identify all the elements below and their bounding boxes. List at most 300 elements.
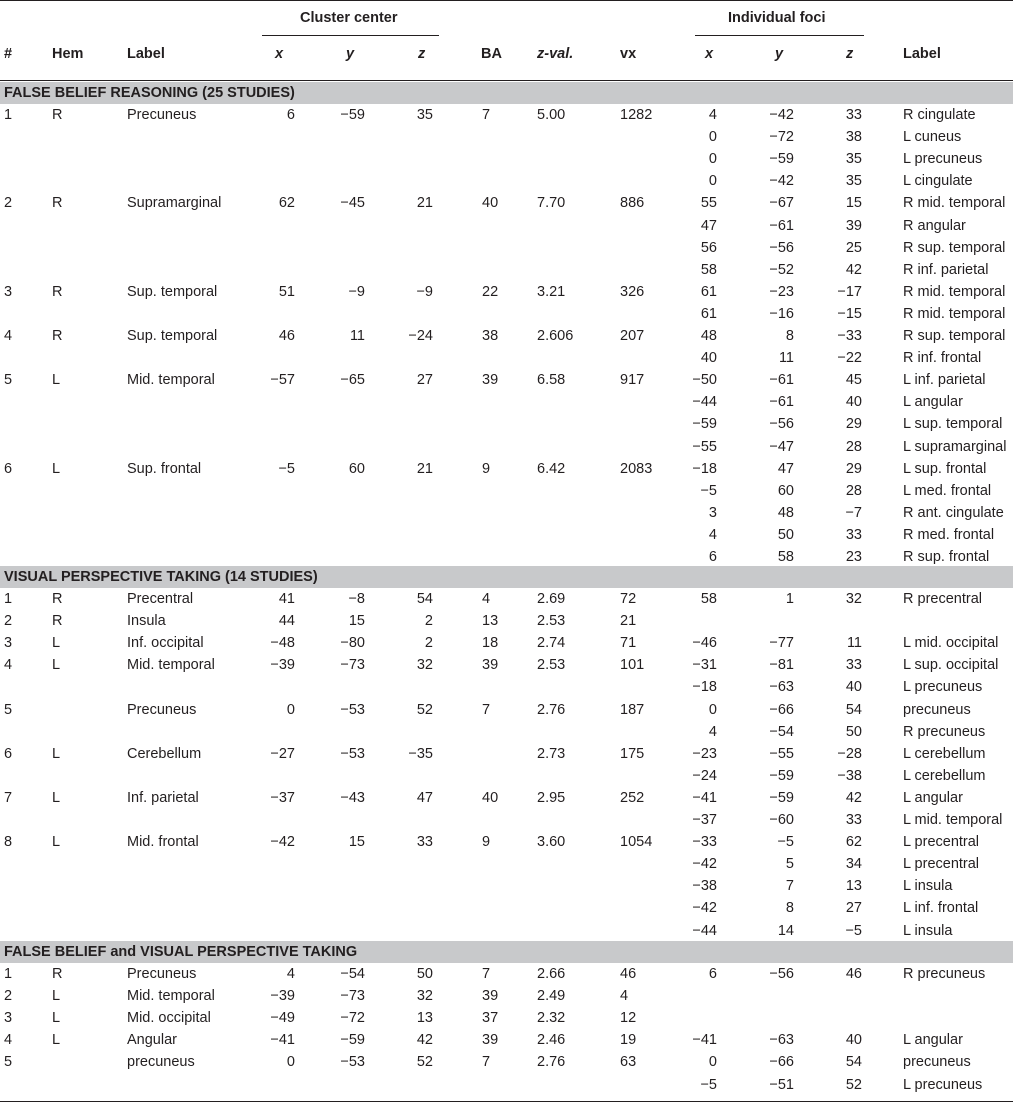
center-z-cell: −9 xyxy=(416,283,433,300)
center-x-cell: −5 xyxy=(278,460,295,477)
center-x-cell: 0 xyxy=(286,701,295,718)
focus-x-cell: 55 xyxy=(700,195,717,212)
brodmann-area-cell: 40 xyxy=(482,195,499,212)
focus-y-cell: −42 xyxy=(769,107,794,123)
cluster-number-cell: 6 xyxy=(4,460,13,477)
focus-x-cell: 3 xyxy=(708,504,717,521)
voxel-count-cell: 2083 xyxy=(620,460,653,477)
table-row xyxy=(0,281,1013,303)
z-value-cell: 2.74 xyxy=(537,635,566,652)
focus-label-cell: R mid. temporal xyxy=(903,305,1006,322)
focus-z-cell: 23 xyxy=(845,549,862,565)
z-value-cell: 2.53 xyxy=(537,657,566,674)
voxel-count-cell: 46 xyxy=(620,966,637,982)
center-z-cell: 33 xyxy=(416,834,433,851)
table-row xyxy=(0,524,1013,546)
table-row xyxy=(0,126,1013,148)
focus-x-cell: −42 xyxy=(692,856,717,873)
center-x-cell: 0 xyxy=(286,1054,295,1071)
cluster-number-cell: 4 xyxy=(4,1032,13,1049)
focus-z-cell: 46 xyxy=(845,966,862,982)
table-row xyxy=(0,192,1013,214)
focus-label-cell: precuneus xyxy=(903,701,971,718)
region-label-cell: Precuneus xyxy=(127,107,197,123)
section-title: FALSE BELIEF REASONING (25 STUDIES) xyxy=(4,85,295,101)
center-y-cell: 60 xyxy=(348,460,365,477)
focus-z-cell: −15 xyxy=(837,305,862,322)
voxel-count-cell: 886 xyxy=(620,195,645,212)
focus-z-cell: 40 xyxy=(845,679,862,696)
focus-y-cell: −42 xyxy=(769,173,794,190)
focus-z-cell: 45 xyxy=(845,372,862,389)
table-row xyxy=(0,325,1013,347)
focus-z-cell: 28 xyxy=(845,438,862,455)
z-value-cell: 2.95 xyxy=(537,789,566,806)
hemisphere-cell: L xyxy=(52,834,61,851)
section-title: VISUAL PERSPECTIVE TAKING (14 STUDIES) xyxy=(4,569,318,585)
voxel-count-cell: 63 xyxy=(620,1054,637,1071)
focus-z-cell: 54 xyxy=(845,701,862,718)
brodmann-area-cell: 7 xyxy=(482,107,491,123)
region-label-cell: Precuneus xyxy=(127,701,197,718)
section-header xyxy=(0,941,1013,963)
focus-x-cell: 0 xyxy=(708,151,717,168)
region-label-cell: Mid. temporal xyxy=(127,988,215,1005)
table-row xyxy=(0,920,1013,942)
focus-label-cell: R ant. cingulate xyxy=(903,504,1004,521)
cluster-center-rule xyxy=(262,35,439,36)
voxel-count-cell: 101 xyxy=(620,657,645,674)
focus-label-cell: L precuneus xyxy=(903,679,983,696)
focus-z-cell: 13 xyxy=(845,878,862,895)
focus-label-cell: L angular xyxy=(903,1032,963,1049)
focus-label-cell: L cerebellum xyxy=(903,745,986,762)
focus-z-cell: 11 xyxy=(846,635,862,652)
brodmann-area-cell: 37 xyxy=(482,1010,499,1027)
center-x-cell: −27 xyxy=(270,745,295,762)
table-row xyxy=(0,985,1013,1007)
voxel-count-cell: 187 xyxy=(620,701,645,718)
region-label-cell: Mid. temporal xyxy=(127,372,215,389)
region-label-cell: Precentral xyxy=(127,591,194,607)
section-title: FALSE BELIEF and VISUAL PERSPECTIVE TAKING xyxy=(4,944,358,960)
col-vx-header: vx xyxy=(620,46,637,62)
z-value-cell: 7.70 xyxy=(537,195,566,212)
focus-y-cell: −61 xyxy=(769,217,794,234)
focus-y-cell: −52 xyxy=(769,261,794,278)
center-y-cell: −73 xyxy=(340,988,365,1005)
focus-y-cell: −56 xyxy=(769,416,794,433)
table-bottom-rule xyxy=(0,1101,1013,1102)
focus-y-cell: −61 xyxy=(769,394,794,411)
voxel-count-cell: 4 xyxy=(620,988,629,1005)
region-label-cell: Mid. occipital xyxy=(127,1010,211,1027)
focus-z-cell: 38 xyxy=(845,129,862,146)
center-x-cell: −42 xyxy=(270,834,295,851)
focus-y-cell: 58 xyxy=(777,549,794,565)
table-row xyxy=(0,436,1013,458)
focus-x-cell: 4 xyxy=(708,526,717,543)
focus-label-cell: L precentral xyxy=(903,834,980,851)
z-value-cell: 3.60 xyxy=(537,834,566,851)
cluster-number-cell: 2 xyxy=(4,613,13,630)
focus-label-cell: R mid. temporal xyxy=(903,283,1006,300)
individual-foci-rule xyxy=(695,35,864,36)
focus-label-cell: L cerebellum xyxy=(903,767,986,784)
center-y-cell: 15 xyxy=(348,613,365,630)
voxel-count-cell: 71 xyxy=(620,635,637,652)
col-zval-header: z-val. xyxy=(537,46,574,62)
center-z-cell: 32 xyxy=(416,988,433,1005)
focus-y-cell: −16 xyxy=(769,305,794,322)
cluster-number-cell: 3 xyxy=(4,283,13,300)
brodmann-area-cell: 39 xyxy=(482,657,499,674)
focus-z-cell: 40 xyxy=(845,394,862,411)
focus-x-cell: −41 xyxy=(692,789,717,806)
brodmann-area-cell: 9 xyxy=(482,834,491,851)
focus-x-cell: −42 xyxy=(692,900,717,917)
table-row xyxy=(0,480,1013,502)
focus-z-cell: −33 xyxy=(837,328,862,344)
focus-y-cell: −77 xyxy=(769,635,794,652)
focus-z-cell: −7 xyxy=(845,504,862,521)
table-row xyxy=(0,502,1013,524)
brodmann-area-cell: 39 xyxy=(482,988,499,1005)
focus-y-cell: 5 xyxy=(785,856,794,873)
voxel-count-cell: 1282 xyxy=(620,107,653,123)
individual-foci-header: Individual foci xyxy=(728,10,826,26)
z-value-cell: 2.49 xyxy=(537,988,566,1005)
brodmann-area-cell: 9 xyxy=(482,460,491,477)
center-y-cell: −45 xyxy=(340,195,365,212)
voxel-count-cell: 917 xyxy=(620,372,645,389)
brodmann-area-cell: 39 xyxy=(482,1032,499,1049)
focus-x-cell: −5 xyxy=(700,482,717,499)
focus-z-cell: −17 xyxy=(837,283,862,300)
z-value-cell: 2.46 xyxy=(537,1032,566,1049)
center-x-cell: −49 xyxy=(270,1010,295,1027)
col-ba-header: BA xyxy=(481,46,502,62)
center-x-cell: 4 xyxy=(286,966,295,982)
col-label-header: Label xyxy=(127,46,165,62)
voxel-count-cell: 326 xyxy=(620,283,645,300)
focus-label-cell: L angular xyxy=(903,394,963,411)
focus-z-cell: 29 xyxy=(845,416,862,433)
brodmann-area-cell: 7 xyxy=(482,701,491,718)
focus-label-cell: R mid. temporal xyxy=(903,195,1006,212)
region-label-cell: Cerebellum xyxy=(127,745,202,762)
region-label-cell: Sup. temporal xyxy=(127,283,218,300)
hemisphere-cell: L xyxy=(52,635,61,652)
focus-label-cell: L mid. temporal xyxy=(903,812,1003,828)
focus-z-cell: 33 xyxy=(845,657,862,674)
focus-label-cell: R precuneus xyxy=(903,723,986,740)
focus-label-cell: L insula xyxy=(903,922,953,939)
focus-y-cell: −59 xyxy=(769,789,794,806)
focus-label-cell: R inf. frontal xyxy=(903,350,982,367)
table-row xyxy=(0,588,1013,610)
col-y-header: y xyxy=(346,46,355,62)
center-y-cell: −53 xyxy=(340,701,365,718)
focus-z-cell: 33 xyxy=(845,812,862,828)
z-value-cell: 2.73 xyxy=(537,745,566,762)
table-row xyxy=(0,369,1013,391)
region-label-cell: Inf. occipital xyxy=(127,635,204,652)
focus-label-cell: L cingulate xyxy=(903,173,973,190)
focus-y-cell: 8 xyxy=(785,900,794,917)
focus-y-cell: 1 xyxy=(785,591,794,607)
table-row xyxy=(0,787,1013,809)
focus-x-cell: 56 xyxy=(700,239,717,256)
brodmann-area-cell: 13 xyxy=(482,613,499,630)
section-header xyxy=(0,566,1013,588)
focus-y-cell: −55 xyxy=(769,745,794,762)
focus-label-cell: R med. frontal xyxy=(903,526,995,543)
center-x-cell: 44 xyxy=(278,613,295,630)
focus-x-cell: 0 xyxy=(708,173,717,190)
z-value-cell: 2.53 xyxy=(537,613,566,630)
table-row xyxy=(0,546,1013,568)
focus-label-cell: L supramarginal xyxy=(903,438,1007,455)
brodmann-area-cell: 22 xyxy=(482,283,499,300)
focus-y-cell: −61 xyxy=(769,372,794,389)
center-x-cell: −41 xyxy=(270,1032,295,1049)
brodmann-area-cell: 18 xyxy=(482,635,499,652)
table-row xyxy=(0,875,1013,897)
z-value-cell: 3.21 xyxy=(537,283,566,300)
hemisphere-cell: L xyxy=(52,1010,61,1027)
focus-x-cell: −46 xyxy=(692,635,717,652)
focus-x-cell: −37 xyxy=(692,812,717,828)
focus-x-cell: 0 xyxy=(708,129,717,146)
cluster-number-cell: 5 xyxy=(4,1054,13,1071)
z-value-cell: 2.66 xyxy=(537,966,566,982)
focus-label-cell: R inf. parietal xyxy=(903,261,989,278)
focus-z-cell: −38 xyxy=(837,767,862,784)
center-y-cell: −9 xyxy=(348,283,365,300)
region-label-cell: Sup. frontal xyxy=(127,460,202,477)
center-z-cell: 21 xyxy=(416,460,433,477)
cluster-number-cell: 3 xyxy=(4,1010,13,1027)
focus-y-cell: 8 xyxy=(785,328,794,344)
region-label-cell: Sup. temporal xyxy=(127,328,218,344)
focus-x-cell: −59 xyxy=(692,416,717,433)
center-x-cell: 51 xyxy=(278,283,295,300)
focus-label-cell: R precentral xyxy=(903,591,982,607)
z-value-cell: 2.606 xyxy=(537,328,574,344)
center-x-cell: 62 xyxy=(278,195,295,212)
focus-y-cell: −23 xyxy=(769,283,794,300)
z-value-cell: 2.76 xyxy=(537,1054,566,1071)
focus-y-cell: 11 xyxy=(778,350,794,367)
col-foci-z-header: z xyxy=(846,46,854,62)
center-y-cell: −65 xyxy=(340,372,365,389)
table-row xyxy=(0,170,1013,192)
focus-z-cell: 50 xyxy=(845,723,862,740)
table-row xyxy=(0,963,1013,985)
brodmann-area-cell: 39 xyxy=(482,372,499,389)
focus-z-cell: 29 xyxy=(845,460,862,477)
center-z-cell: −35 xyxy=(408,745,433,762)
table-row xyxy=(0,104,1013,126)
cluster-number-cell: 1 xyxy=(4,107,13,123)
hemisphere-cell: R xyxy=(52,195,63,212)
focus-z-cell: 52 xyxy=(845,1076,862,1093)
table-row xyxy=(0,765,1013,787)
focus-label-cell: L med. frontal xyxy=(903,482,992,499)
focus-x-cell: 4 xyxy=(708,107,717,123)
center-z-cell: 54 xyxy=(416,591,433,607)
focus-z-cell: 42 xyxy=(845,789,862,806)
center-z-cell: 2 xyxy=(424,613,433,630)
focus-label-cell: L precentral xyxy=(903,856,980,873)
region-label-cell: Angular xyxy=(127,1032,177,1049)
focus-z-cell: −28 xyxy=(837,745,862,762)
table-row xyxy=(0,391,1013,413)
table-row xyxy=(0,831,1013,853)
hemisphere-cell: L xyxy=(52,745,61,762)
brodmann-area-cell: 7 xyxy=(482,966,491,982)
center-y-cell: −54 xyxy=(340,966,365,982)
z-value-cell: 2.76 xyxy=(537,701,566,718)
focus-x-cell: −44 xyxy=(692,922,717,939)
focus-x-cell: 61 xyxy=(700,305,717,322)
focus-label-cell: L sup. occipital xyxy=(903,657,999,674)
focus-x-cell: −33 xyxy=(692,834,717,851)
cluster-number-cell: 5 xyxy=(4,701,13,718)
table-row xyxy=(0,1029,1013,1051)
focus-z-cell: 39 xyxy=(845,217,862,234)
focus-x-cell: 6 xyxy=(708,966,717,982)
z-value-cell: 2.32 xyxy=(537,1010,566,1027)
focus-label-cell: L inf. parietal xyxy=(903,372,986,389)
table-row xyxy=(0,632,1013,654)
focus-y-cell: −60 xyxy=(769,812,794,828)
hemisphere-cell: R xyxy=(52,613,63,630)
center-z-cell: 21 xyxy=(416,195,433,212)
cluster-number-cell: 7 xyxy=(4,789,13,806)
region-label-cell: Supramarginal xyxy=(127,195,222,212)
focus-label-cell: L sup. temporal xyxy=(903,416,1003,433)
z-value-cell: 6.58 xyxy=(537,372,566,389)
center-y-cell: −80 xyxy=(340,635,365,652)
table-row xyxy=(0,1007,1013,1029)
center-x-cell: −48 xyxy=(270,635,295,652)
center-x-cell: 6 xyxy=(286,107,295,123)
focus-y-cell: 7 xyxy=(785,878,794,895)
z-value-cell: 6.42 xyxy=(537,460,566,477)
col-foci-y-header: y xyxy=(775,46,784,62)
focus-label-cell: R sup. temporal xyxy=(903,239,1006,256)
region-label-cell: Mid. temporal xyxy=(127,657,215,674)
hemisphere-cell: L xyxy=(52,789,61,806)
focus-y-cell: −81 xyxy=(769,657,794,674)
focus-label-cell: L mid. occipital xyxy=(903,635,999,652)
region-label-cell: Insula xyxy=(127,613,166,630)
focus-x-cell: −24 xyxy=(692,767,717,784)
header-bottom-rule xyxy=(0,80,1013,81)
focus-y-cell: −47 xyxy=(769,438,794,455)
center-x-cell: 41 xyxy=(278,591,295,607)
focus-y-cell: −56 xyxy=(769,966,794,982)
table-row xyxy=(0,676,1013,698)
table-row xyxy=(0,458,1013,480)
cluster-number-cell: 5 xyxy=(4,372,13,389)
hemisphere-cell: R xyxy=(52,328,63,344)
cluster-number-cell: 4 xyxy=(4,328,13,344)
col-num-header: # xyxy=(4,46,13,62)
table-row xyxy=(0,654,1013,676)
center-y-cell: −8 xyxy=(348,591,365,607)
center-z-cell: 50 xyxy=(416,966,433,982)
center-y-cell: 15 xyxy=(348,834,365,851)
focus-label-cell: L insula xyxy=(903,878,953,895)
table-row xyxy=(0,413,1013,435)
focus-x-cell: −50 xyxy=(692,372,717,389)
voxel-count-cell: 252 xyxy=(620,789,645,806)
table-row xyxy=(0,148,1013,170)
focus-z-cell: 54 xyxy=(845,1054,862,1071)
focus-y-cell: −66 xyxy=(769,701,794,718)
focus-z-cell: −22 xyxy=(837,350,862,367)
cluster-number-cell: 1 xyxy=(4,591,13,607)
focus-y-cell: −51 xyxy=(769,1076,794,1093)
center-x-cell: 46 xyxy=(278,328,295,344)
table-row xyxy=(0,809,1013,831)
focus-label-cell: R angular xyxy=(903,217,966,234)
col-hem-header: Hem xyxy=(52,46,84,62)
focus-x-cell: 58 xyxy=(700,261,717,278)
center-y-cell: −53 xyxy=(340,745,365,762)
center-y-cell: −72 xyxy=(340,1010,365,1027)
focus-label-cell: L angular xyxy=(903,789,963,806)
focus-z-cell: −5 xyxy=(845,922,862,939)
cluster-number-cell: 3 xyxy=(4,635,13,652)
focus-y-cell: 60 xyxy=(777,482,794,499)
center-z-cell: 42 xyxy=(416,1032,433,1049)
table-row xyxy=(0,259,1013,281)
focus-x-cell: −41 xyxy=(692,1032,717,1049)
hemisphere-cell: R xyxy=(52,283,63,300)
focus-x-cell: −18 xyxy=(692,679,717,696)
focus-x-cell: −5 xyxy=(700,1076,717,1093)
brodmann-area-cell: 4 xyxy=(482,591,491,607)
hemisphere-cell: L xyxy=(52,657,61,674)
focus-y-cell: −54 xyxy=(769,723,794,740)
focus-x-cell: −38 xyxy=(692,878,717,895)
focus-label-cell: L precuneus xyxy=(903,1076,983,1093)
table-row xyxy=(0,1074,1013,1096)
focus-x-cell: −55 xyxy=(692,438,717,455)
z-value-cell: 5.00 xyxy=(537,107,566,123)
table-row xyxy=(0,215,1013,237)
focus-y-cell: −72 xyxy=(769,129,794,146)
table-row xyxy=(0,237,1013,259)
focus-y-cell: −63 xyxy=(769,1032,794,1049)
center-y-cell: −73 xyxy=(340,657,365,674)
focus-y-cell: 48 xyxy=(777,504,794,521)
cluster-number-cell: 2 xyxy=(4,195,13,212)
focus-z-cell: 35 xyxy=(845,151,862,168)
hemisphere-cell: R xyxy=(52,966,63,982)
focus-z-cell: 27 xyxy=(845,900,862,917)
col-x-header: x xyxy=(275,46,284,62)
focus-label-cell: L sup. frontal xyxy=(903,460,987,477)
focus-x-cell: 58 xyxy=(700,591,717,607)
voxel-count-cell: 19 xyxy=(620,1032,637,1049)
focus-y-cell: −63 xyxy=(769,679,794,696)
center-z-cell: 27 xyxy=(416,372,433,389)
